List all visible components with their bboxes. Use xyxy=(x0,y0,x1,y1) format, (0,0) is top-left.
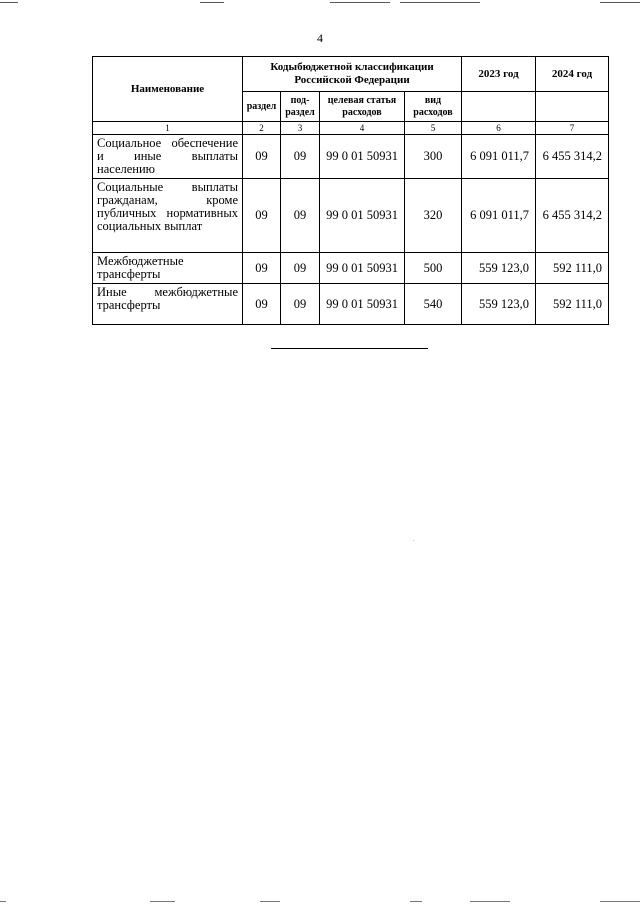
header-row-top xyxy=(93,57,609,92)
column-number-row xyxy=(93,122,609,135)
column-number: 4 xyxy=(320,122,405,135)
header-year-2023: 2023 год xyxy=(462,57,536,92)
column-number: 6 xyxy=(462,122,536,135)
header-subsection: под-раздел xyxy=(281,92,320,122)
budget-table xyxy=(92,56,609,325)
row-amount-2023: 559 123,0 xyxy=(462,284,536,325)
row-amount-2024: 6 455 314,2 xyxy=(536,179,609,253)
header-section: раздел xyxy=(243,92,281,122)
table-row xyxy=(93,284,609,325)
row-subsection: 09 xyxy=(281,135,320,179)
row-amount-2023: 6 091 011,7 xyxy=(462,135,536,179)
row-name: Социальное обеспечение и иные выплаты населению xyxy=(93,135,243,179)
column-number: 5 xyxy=(405,122,462,135)
row-amount-2024: 6 455 314,2 xyxy=(536,135,609,179)
header-codes: Кодыбюджетной классификации Российской Федерации xyxy=(243,57,462,92)
header-blank-2024 xyxy=(536,92,609,122)
row-subsection: 09 xyxy=(281,284,320,325)
row-target-article: 99 0 01 50931 xyxy=(320,135,405,179)
row-amount-2024: 592 111,0 xyxy=(536,284,609,325)
row-expense-type: 300 xyxy=(405,135,462,179)
table-row xyxy=(93,253,609,284)
row-name: Социальные выплаты гражданам, кроме публичных нормативных социальных выплат xyxy=(93,179,243,253)
header-target-article: целевая статья расходов xyxy=(320,92,405,122)
end-of-table-rule xyxy=(271,348,428,349)
row-subsection: 09 xyxy=(281,179,320,253)
header-name: Наименование xyxy=(93,57,243,122)
row-target-article: 99 0 01 50931 xyxy=(320,179,405,253)
row-expense-type: 320 xyxy=(405,179,462,253)
row-target-article: 99 0 01 50931 xyxy=(320,284,405,325)
row-section: 09 xyxy=(243,135,281,179)
column-number: 2 xyxy=(243,122,281,135)
column-number: 7 xyxy=(536,122,609,135)
row-subsection: 09 xyxy=(281,253,320,284)
scan-speck xyxy=(413,540,414,541)
row-amount-2023: 559 123,0 xyxy=(462,253,536,284)
row-expense-type: 500 xyxy=(405,253,462,284)
row-section: 09 xyxy=(243,284,281,325)
header-expense-type: вид расходов xyxy=(405,92,462,122)
header-year-2024: 2024 год xyxy=(536,57,609,92)
table-row xyxy=(93,179,609,253)
row-amount-2023: 6 091 011,7 xyxy=(462,179,536,253)
row-name: Межбюджетные трансферты xyxy=(93,253,243,284)
column-number: 3 xyxy=(281,122,320,135)
row-amount-2024: 592 111,0 xyxy=(536,253,609,284)
column-number: 1 xyxy=(93,122,243,135)
row-section: 09 xyxy=(243,179,281,253)
row-expense-type: 540 xyxy=(405,284,462,325)
table-row xyxy=(93,135,609,179)
page-number: 4 xyxy=(317,31,323,45)
row-section: 09 xyxy=(243,253,281,284)
scan-bottom-edge xyxy=(0,901,640,902)
row-target-article: 99 0 01 50931 xyxy=(320,253,405,284)
row-name: Иные межбюджетные трансферты xyxy=(93,284,243,325)
header-blank-2023 xyxy=(462,92,536,122)
scan-top-edge xyxy=(0,2,640,3)
